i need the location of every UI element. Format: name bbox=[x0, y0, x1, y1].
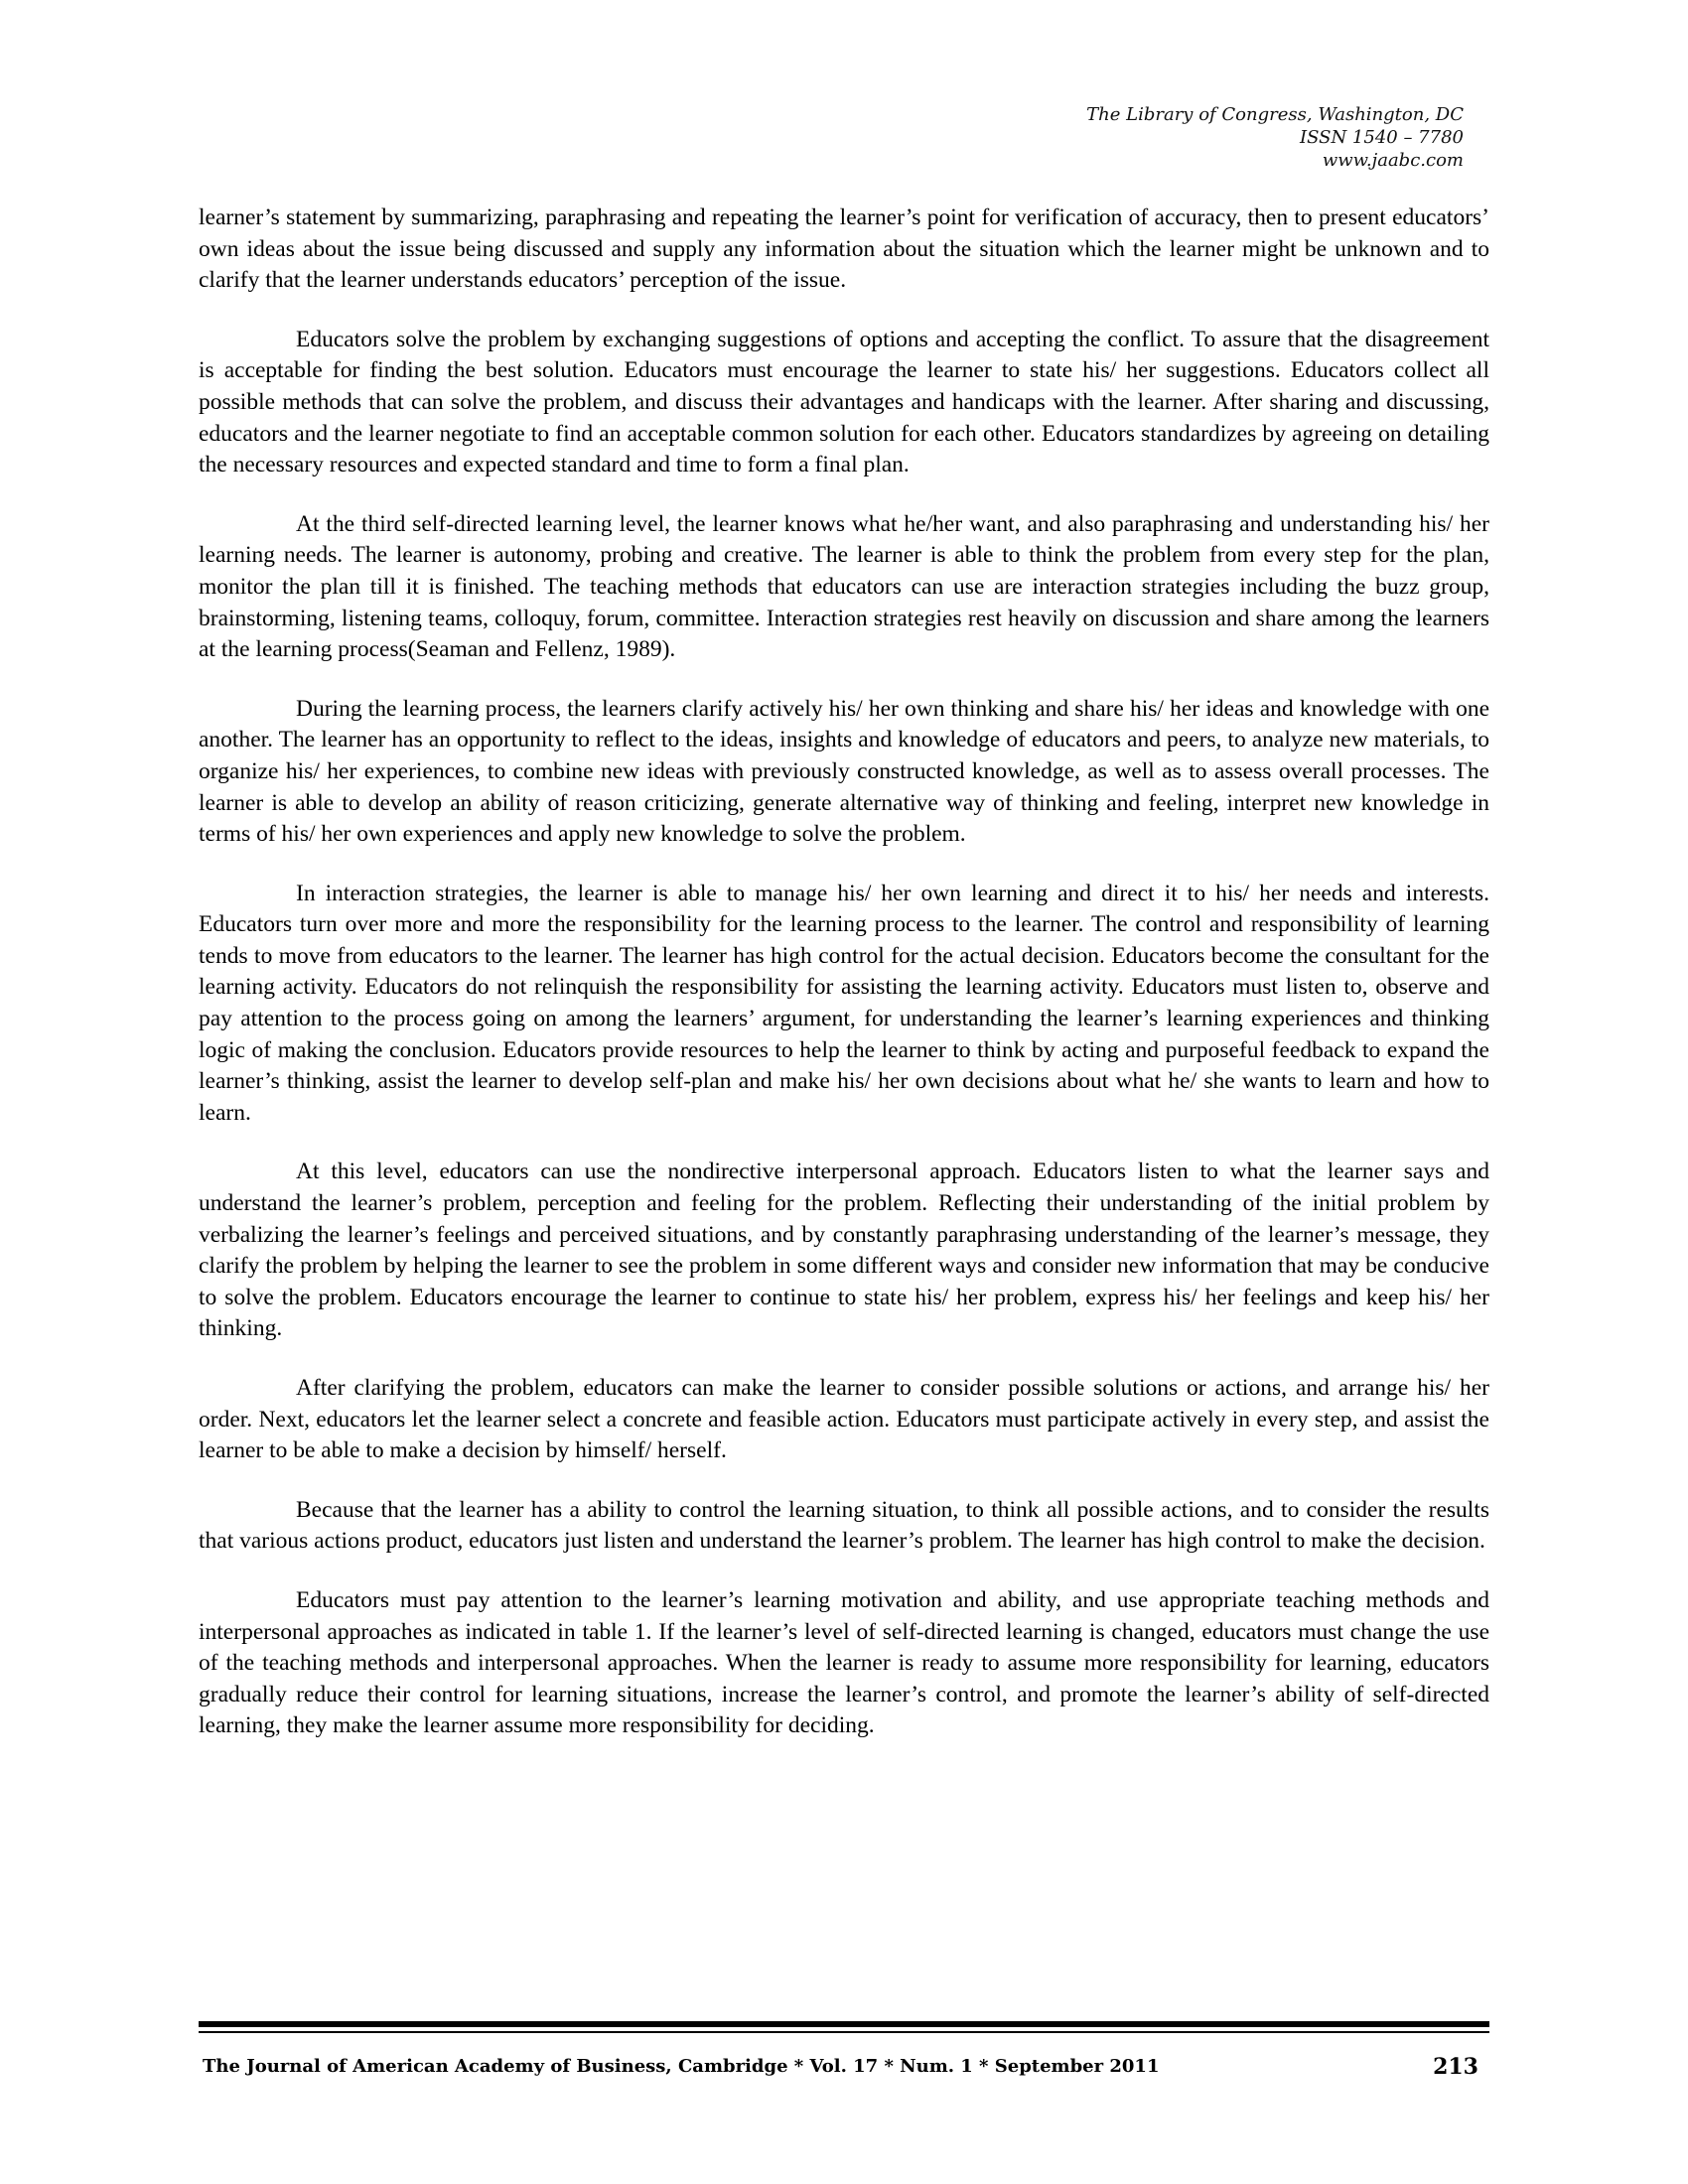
header-issn: ISSN 1540 – 7780 bbox=[1300, 127, 1464, 148]
paragraph-continued: learner’s statement by summarizing, paraphrasing and repeating the learner’s point for verification of accuracy, then to present educators’ own ideas about the issue being discussed and supply any information about the situation which the learner might be unknown and to clarify that the learner understands educators’ perception of the issue. bbox=[199, 205, 1489, 294]
footer-rule-thin bbox=[199, 2031, 1489, 2033]
paragraph: Because that the learner has a ability to control the learning situation, to think all possible actions, and to consider the results that various actions product, educators just listen and understand the learner’s problem. The learner has high control to make the decision. bbox=[199, 1496, 1489, 1555]
paragraph: In interaction strategies, the learner is able to manage his/ her own learning and direct it to his/ her needs and interests. Educators turn over more and more the responsibility for the learning process to the learner. The control and responsibility of learning tends to move from educators to the learner. The learner has high control for the actual decision. Educators become the consultant for the learning activity. Educators do not relinquish the responsibility for assisting the learning activity. Educators must listen to, observe and pay attention to the process going on among the learners’ argument, for understanding the learner’s learning experiences and thinking logic of making the conclusion. Educators provide resources to help the learner to think by acting and purposeful feedback to expand the learner’s thinking, assist the learner to develop self-plan and make his/ her own decisions about what he/ she wants to learn and how to learn. bbox=[199, 880, 1489, 1126]
paragraph: Educators solve the problem by exchanging suggestions of options and accepting the conflict. To assure that the disagreement is acceptable for finding the best solution. Educators must encourage the learner to state his/ her suggestions. Educators collect all possible methods that can solve the problem, and discuss their advantages and handicaps with the learner. After sharing and discussing, educators and the learner negotiate to find an acceptable common solution for each other. Educators standardizes by agreeing on detailing the necessary resources and expected standard and time to form a final plan. bbox=[199, 326, 1489, 478]
paragraph: At the third self-directed learning level, the learner knows what he/her want, and also paraphrasing and understanding his/ her learning needs. The learner is autonomy, probing and creative. The learner is able to think the problem from every step for the plan, monitor the plan till it is finished. The teaching methods that educators can use are interaction strategies including the buzz group, brainstorming, listening teams, colloquy, forum, committee. Interaction strategies rest heavily on discussion and share among the learners at the learning process(Seaman and Fellenz, 1989). bbox=[199, 510, 1489, 663]
footer-rule-thick bbox=[199, 2021, 1489, 2027]
paragraph: After clarifying the problem, educators can make the learner to consider possible solutions or actions, and arrange his/ her order. Next, educators let the learner select a concrete and feasible action. Educators must participate actively in every step, and assist the learner to be able to make a decision by himself/ herself. bbox=[199, 1375, 1489, 1464]
header-website: www.jaabc.com bbox=[1322, 150, 1464, 171]
footer-journal-citation: The Journal of American Academy of Business, Cambridge * Vol. 17 * Num. 1 * September 2011 bbox=[203, 2056, 1160, 2077]
paragraph: During the learning process, the learners clarify actively his/ her own thinking and share his/ her ideas and knowledge with one another. The learner has an opportunity to reflect to the ideas, insights and knowledge of educators and peers, to analyze new materials, to organize his/ her experiences, to combine new ideas with previously constructed knowledge, as well as to assess overall processes. The learner is able to develop an ability of reason criticizing, generate alternative way of thinking and feeling, interpret new knowledge in terms of his/ her own experiences and apply new knowledge to solve the problem. bbox=[199, 695, 1489, 848]
page-header bbox=[1086, 103, 1464, 172]
paragraph: At this level, educators can use the nondirective interpersonal approach. Educators listen to what the learner says and understand the learner’s problem, perception and feeling for the problem. Reflecting their understanding of the initial problem by verbalizing the learner’s feelings and perceived situations, and by constantly paraphrasing understanding of the learner’s message, they clarify the problem by helping the learner to see the problem in some different ways and consider new information that may be conducive to solve the problem. Educators encourage the learner to continue to state his/ her problem, express his/ her feelings and keep his/ her thinking. bbox=[199, 1159, 1489, 1342]
paragraph: Educators must pay attention to the learner’s learning motivation and ability, and use appropriate teaching methods and interpersonal approaches as indicated in table 1. If the learner’s level of self-directed learning is changed, educators must change the use of the teaching methods and interpersonal approaches. When the learner is ready to assume more responsibility for learning, educators gradually reduce their control for learning situations, increase the learner’s control, and promote the learner’s ability of self-directed learning, they make the learner assume more responsibility for deciding. bbox=[199, 1586, 1489, 1739]
page-number: 213 bbox=[1433, 2054, 1478, 2080]
article-body bbox=[199, 203, 1489, 1770]
header-publisher: The Library of Congress, Washington, DC bbox=[1086, 104, 1464, 125]
